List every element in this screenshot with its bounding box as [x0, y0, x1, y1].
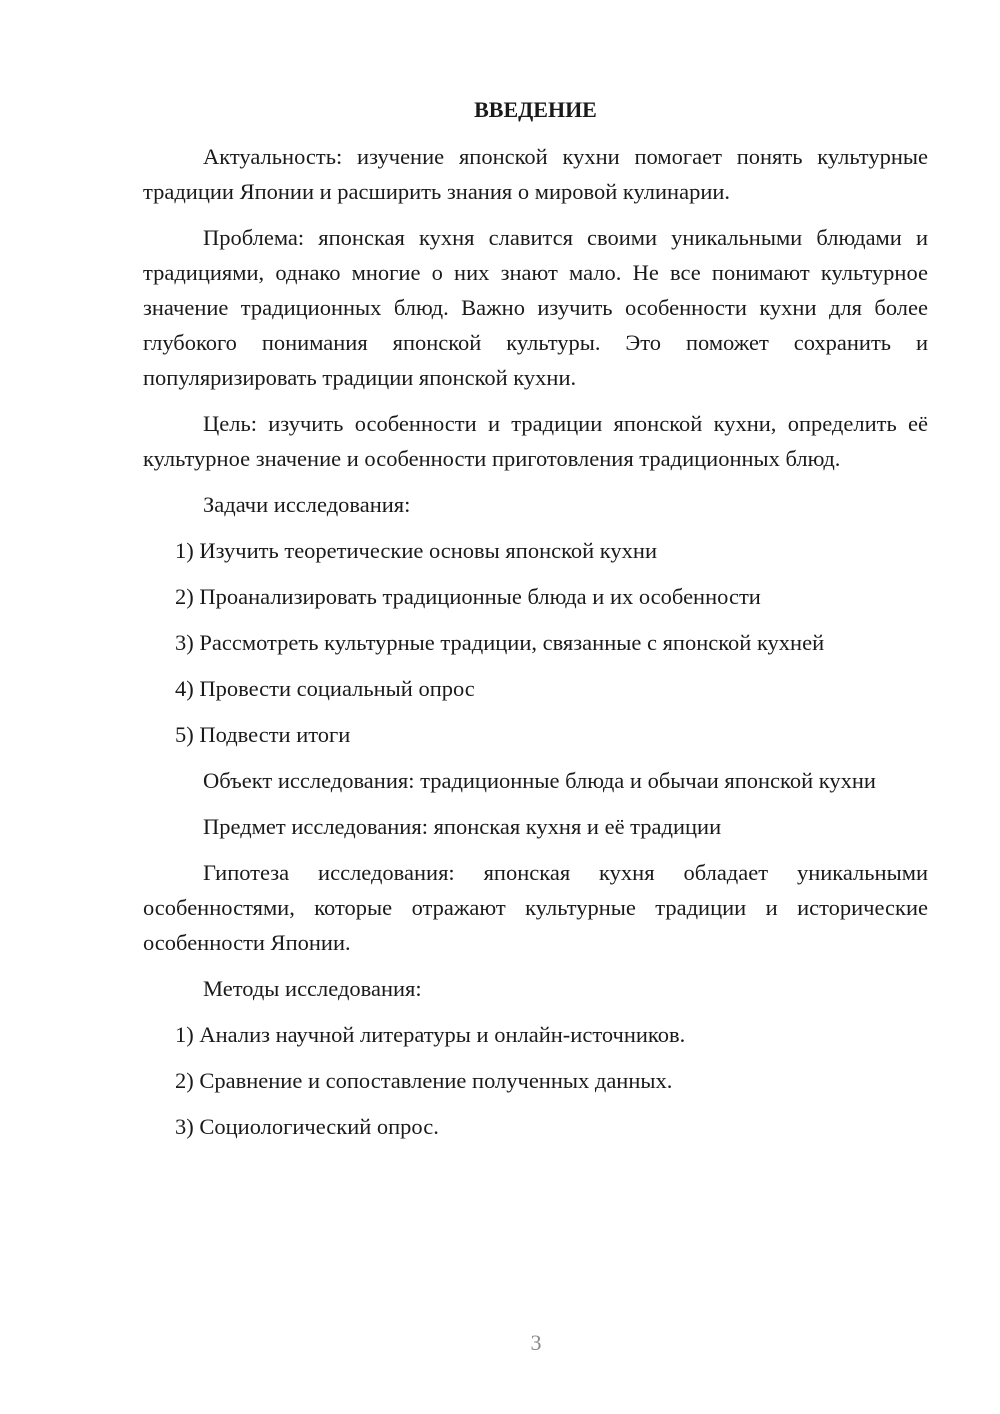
list-item: 3) Социологический опрос. — [175, 1114, 439, 1139]
list-item: 3) Рассмотреть культурные традиции, связанные с японской кухней — [175, 630, 825, 655]
list-item: 5) Подвести итоги — [175, 722, 351, 747]
methods-heading: Методы исследования: — [203, 976, 422, 1001]
list-item: 1) Анализ научной литературы и онлайн-источников. — [175, 1022, 686, 1047]
list-item: 4) Провести социальный опрос — [175, 676, 475, 701]
list-item: 2) Проанализировать традиционные блюда и их особенности — [175, 584, 761, 609]
subject-paragraph: Предмет исследования: японская кухня и её традиции — [203, 814, 722, 839]
object-paragraph: Объект исследования: традиционные блюда и обычаи японской кухни — [203, 768, 876, 793]
list-item: 2) Сравнение и сопоставление полученных данных. — [175, 1068, 673, 1093]
problem-paragraph: Проблема: японская кухня славится своими уникальными блюдами и традициями, однако многие о них знают мало. Не все понимают культурное значение традиционных блюд. Важно изучить особенности кухни для более глубокого понимания японской культуры. Это поможет сохранить и популяризировать традиции японской кухни. — [143, 225, 928, 390]
page-title: ВВЕДЕНИЕ — [474, 97, 597, 122]
relevance-paragraph: Актуальность: изучение японской кухни помогает понять культурные традиции Японии и расширить знания о мировой кулинарии. — [143, 144, 928, 204]
page-number: 3 — [530, 1330, 542, 1355]
hypothesis-paragraph: Гипотеза исследования: японская кухня обладает уникальными особенностями, которые отражают культурные традиции и исторические особенности Японии. — [143, 860, 928, 955]
list-item: 1) Изучить теоретические основы японской кухни — [175, 538, 657, 563]
methods-list — [143, 1017, 928, 1144]
tasks-list — [143, 533, 928, 752]
goal-paragraph: Цель: изучить особенности и традиции японской кухни, определить её культурное значение и особенности приготовления традиционных блюд. — [143, 411, 928, 471]
page-content — [143, 92, 928, 1155]
tasks-heading: Задачи исследования: — [203, 492, 411, 517]
